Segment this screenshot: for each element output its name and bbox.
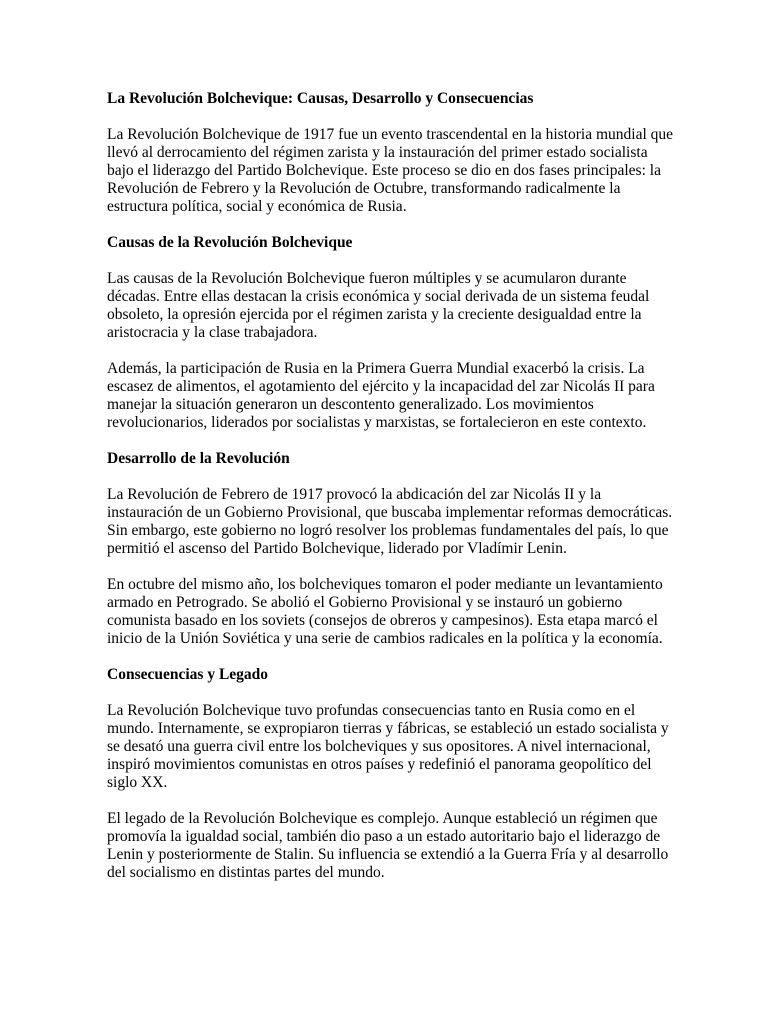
spacer [107, 648, 667, 666]
paragraph-line: aristocracia y la clase trabajadora. [107, 324, 318, 341]
intro-line: La Revolución Bolchevique de 1917 fue un evento trascendental en la historia mundial que [107, 126, 674, 143]
intro-line: bajo el liderazgo del Partido Bolchevique. Este proceso se dio en dos fases principales: la [107, 162, 661, 179]
paragraph-line: décadas. Entre ellas destacan la crisis económica y social derivada de un sistema feudal [107, 288, 650, 305]
paragraph-line: Las causas de la Revolución Bolchevique fueron múltiples y se acumularon durante [107, 270, 627, 287]
intro-paragraph [107, 126, 674, 216]
paragraph-line: inicio de la Unión Soviética y una serie de cambios radicales en la política y la economía. [107, 630, 663, 647]
paragraph-line: Lenin y posteriormente de Stalin. Su influencia se extendió a la Guerra Fría y al desarrollo [107, 846, 669, 863]
spacer [107, 468, 667, 486]
paragraph-line: siglo XX. [107, 774, 168, 791]
paragraph-line: mundo. Internamente, se expropiaron tierras y fábricas, se estableció un estado socialista y [107, 720, 669, 737]
causas-paragraph-1 [107, 270, 667, 342]
spacer [107, 558, 667, 576]
spacer [107, 684, 667, 702]
paragraph-line: comunista basado en los soviets (consejos de obreros y campesinos). Esta etapa marcó el [107, 612, 658, 629]
consecuencias-paragraph-1 [107, 702, 667, 792]
paragraph-line: armado en Petrogrado. Se abolió el Gobierno Provisional y se instauró un gobierno [107, 594, 623, 611]
paragraph-line: revolucionarios, liderados por socialistas y marxistas, se fortalecieron en este contexto. [107, 414, 647, 431]
spacer [107, 432, 667, 450]
paragraph-line: El legado de la Revolución Bolchevique es complejo. Aunque estableció un régimen que [107, 810, 658, 827]
paragraph-line: permitió el ascenso del Partido Bolchevique, liderado por Vladímir Lenin. [107, 540, 567, 557]
desarrollo-paragraph-1 [107, 486, 673, 558]
paragraph-line: del socialismo en distintas partes del mundo. [107, 864, 385, 881]
causas-paragraph-2 [107, 360, 667, 432]
paragraph-line: Sin embargo, este gobierno no logró resolver los problemas fundamentales del país, lo que [107, 522, 669, 539]
intro-line: llevó al derrocamiento del régimen zarista y la instauración del primer estado socialista [107, 144, 648, 161]
intro-line: Revolución de Febrero y la Revolución de Octubre, transformando radicalmente la [107, 180, 621, 197]
desarrollo-paragraph-2 [107, 576, 667, 648]
spacer [107, 108, 667, 126]
spacer [107, 252, 667, 270]
paragraph-line: promovía la igualdad social, también dio paso a un estado autoritario bajo el liderazgo de [107, 828, 661, 845]
consecuencias-paragraph-2 [107, 810, 667, 882]
document-title: La Revolución Bolchevique: Causas, Desarrollo y Consecuencias [107, 90, 534, 107]
paragraph-line: inspiró movimientos comunistas en otros países y redefinió el panorama geopolítico del [107, 756, 652, 773]
paragraph-line: En octubre del mismo año, los bolcheviques tomaron el poder mediante un levantamiento [107, 576, 663, 593]
spacer [107, 216, 667, 234]
paragraph-line: La Revolución Bolchevique tuvo profundas consecuencias tanto en Rusia como en el [107, 702, 636, 719]
section-heading-consecuencias: Consecuencias y Legado [107, 666, 269, 683]
section-heading-causas: Causas de la Revolución Bolchevique [107, 234, 353, 251]
paragraph-line: se desató una guerra civil entre los bolcheviques y sus opositores. A nivel internacional, [107, 738, 651, 755]
paragraph-line: obsoleto, la opresión ejercida por el régimen zarista y la creciente desigualdad entre la [107, 306, 642, 323]
paragraph-line: escasez de alimentos, el agotamiento del ejército y la incapacidad del zar Nicolás II para [107, 378, 655, 395]
intro-line: estructura política, social y económica de Rusia. [107, 198, 407, 215]
paragraph-line: instauración de un Gobierno Provisional, que buscaba implementar reformas democráticas. [107, 504, 673, 521]
paragraph-line: La Revolución de Febrero de 1917 provocó la abdicación del zar Nicolás II y la [107, 486, 602, 503]
spacer [107, 792, 667, 810]
spacer [107, 342, 667, 360]
paragraph-line: Además, la participación de Rusia en la Primera Guerra Mundial exacerbó la crisis. La [107, 360, 645, 377]
section-heading-desarrollo: Desarrollo de la Revolución [107, 450, 290, 467]
document-page [107, 90, 674, 882]
paragraph-line: manejar la situación generaron un descontento generalizado. Los movimientos [107, 396, 594, 413]
